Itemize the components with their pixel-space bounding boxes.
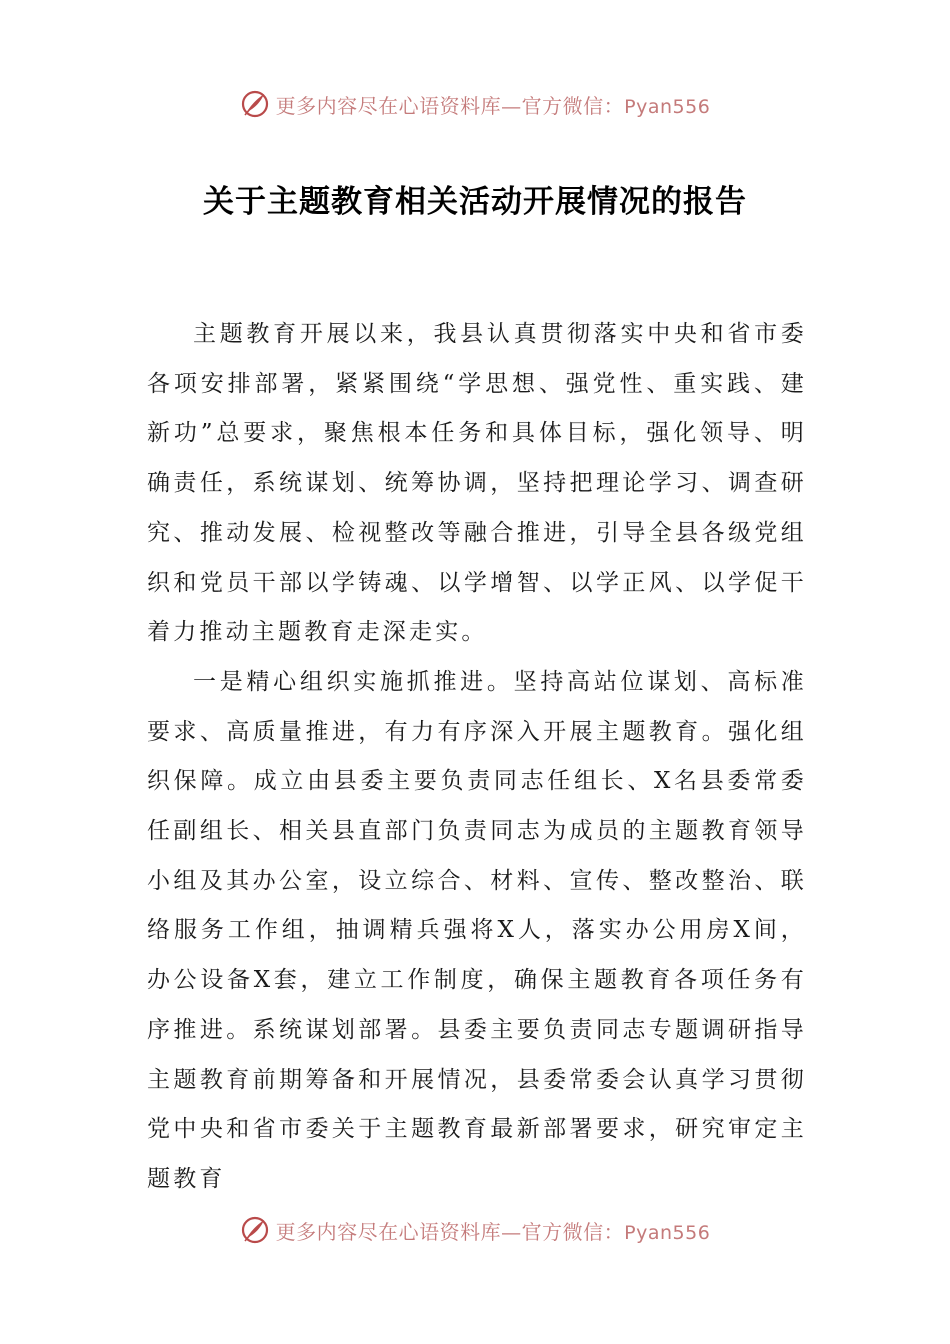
- footer-watermark: [0, 1210, 950, 1250]
- watermark-text: 更多内容尽在心语资料库—官方微信：Pyan556: [275, 1219, 711, 1244]
- document-title: 关于主题教育相关活动开展情况的报告: [203, 184, 747, 220]
- paragraph-intro: 主题教育开展以来，我县认真贯彻落实中央和省市委各项安排部署，紧紧围绕“学思想、强党性、重实践、建新功”总要求，聚焦根本任务和具体目标，强化领导、明确责任，系统谋划、统筹协调，坚持把理论学习、调查研究、推动发展、检视整改等融合推进，引导全县各级党组织和党员干部以学铸魂、以学增智、以学正风、以学促干着力推动主题教育走深走实。: [147, 321, 807, 646]
- header-watermark: [0, 84, 950, 124]
- quill-pen-logo-icon: [240, 1215, 270, 1245]
- paragraph-section-one: 一是精心组织实施抓推进。坚持高站位谋划、高标准要求、高质量推进，有力有序深入开展主题教育。强化组织保障。成立由县委主要负责同志任组长、X名县委常委任副组长、相关县直部门负责同志为成员的主题教育领导小组及其办公室，设立综合、材料、宣传、整改整治、联络服务工作组，抽调精兵强将X人，落实办公用房X间，办公设备X套，建立工作制度，确保主题教育各项任务有序推进。系统谋划部署。县委主要负责同志专题调研指导主题教育前期筹备和开展情况，县委常委会认真学习贯彻党中央和省市委关于主题教育最新部署要求，研究审定主题教育: [147, 668, 807, 1192]
- quill-pen-logo-icon: [240, 89, 270, 119]
- watermark-wechat-id: Pyan556: [624, 1221, 711, 1244]
- watermark-text: 更多内容尽在心语资料库—官方微信：Pyan556: [275, 93, 711, 118]
- document-body: [147, 310, 807, 1205]
- watermark-wechat-id: Pyan556: [624, 95, 711, 118]
